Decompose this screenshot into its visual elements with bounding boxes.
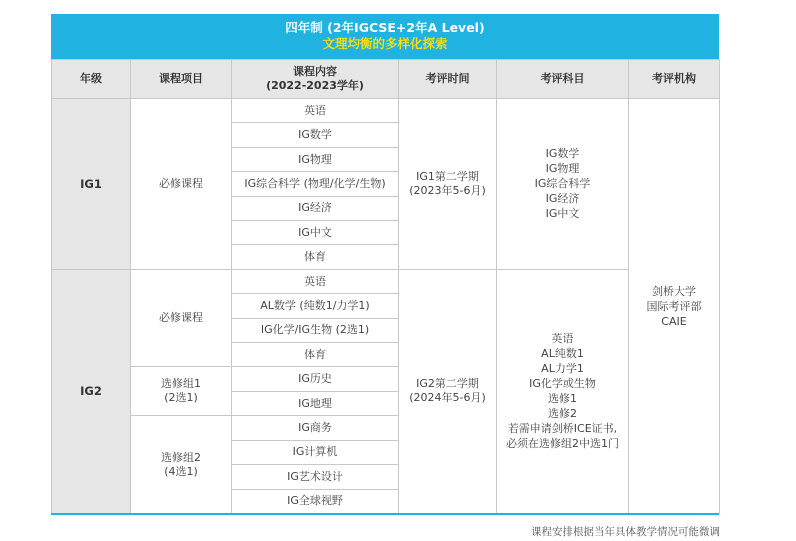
exam-subject: 选修1 <box>548 392 577 406</box>
elective-group-rule: (4选1) <box>164 464 198 478</box>
col-header-exam-time: 考评时间 <box>399 60 497 99</box>
exam-body-line: CAIE <box>661 314 687 328</box>
grade-cell-ig1: IG1 <box>52 99 131 270</box>
elective-group-label: 选修组2 <box>161 450 201 464</box>
exam-subject: IG中文 <box>545 207 580 221</box>
table-title: 四年制 (2年IGCSE+2年A Level) <box>285 20 485 35</box>
course-cell: AL数学 (纯数1/力学1) <box>232 294 399 318</box>
col-header-grade: 年级 <box>52 60 131 99</box>
exam-subject: AL纯数1 <box>541 347 584 361</box>
course-cell: IG经济 <box>232 196 399 220</box>
table-row <box>52 99 720 123</box>
course-cell: IG历史 <box>232 367 399 391</box>
table-row <box>52 269 720 293</box>
course-cell: 体育 <box>232 343 399 367</box>
course-cell: IG商务 <box>232 416 399 440</box>
exam-time-date: (2023年5-6月) <box>409 183 486 197</box>
exam-subject: IG物理 <box>545 162 580 176</box>
elective-group-rule: (2选1) <box>164 391 198 405</box>
exam-subject: IG数学 <box>545 147 580 161</box>
exam-time-term: IG2第二学期 <box>416 377 479 391</box>
exam-time-term: IG1第二学期 <box>416 169 479 183</box>
table-subtitle: 文理均衡的多样化探索 <box>322 36 448 51</box>
course-cell: 英语 <box>232 99 399 123</box>
course-cell: IG地理 <box>232 391 399 415</box>
exam-time-cell <box>399 269 497 513</box>
exam-body-line: 剑桥大学 <box>652 284 696 298</box>
col-header-exam-subjects: 考评科目 <box>497 60 629 99</box>
exam-subject: 英语 <box>551 332 574 346</box>
col-header-content <box>232 60 399 99</box>
exam-subject: AL力学1 <box>541 362 584 376</box>
course-cell: IG化学/IG生物 (2选1) <box>232 318 399 342</box>
program-cell: 必修课程 <box>131 269 232 367</box>
course-cell: IG计算机 <box>232 440 399 464</box>
col-header-program: 课程项目 <box>131 60 232 99</box>
exam-subjects-cell <box>497 269 629 513</box>
program-cell-elective-2 <box>131 416 232 514</box>
course-cell: IG艺术设计 <box>232 465 399 489</box>
exam-time-cell <box>399 99 497 270</box>
table-header-banner <box>51 14 719 59</box>
course-cell: IG中文 <box>232 221 399 245</box>
course-cell: 英语 <box>232 269 399 293</box>
course-cell: IG综合科学 (物理/化学/生物) <box>232 172 399 196</box>
exam-subject-note: 必须在选修组2中选1门 <box>506 437 619 451</box>
program-cell-elective-1 <box>131 367 232 416</box>
course-cell: IG数学 <box>232 123 399 147</box>
exam-subject: IG综合科学 <box>534 177 591 191</box>
program-cell: 必修课程 <box>131 99 232 270</box>
exam-time-date: (2024年5-6月) <box>409 391 486 405</box>
course-cell: IG全球视野 <box>232 489 399 514</box>
course-cell: 体育 <box>232 245 399 269</box>
col-header-content-line2: (2022-2023学年) <box>266 79 364 92</box>
course-cell: IG物理 <box>232 147 399 171</box>
exam-subject: IG化学或生物 <box>529 377 596 391</box>
exam-subject: IG经济 <box>545 192 580 206</box>
exam-body-cell <box>629 99 720 514</box>
elective-group-label: 选修组1 <box>161 377 201 391</box>
footer-note: 课程安排根据当年具体教学情况可能微调 <box>531 526 720 538</box>
curriculum-table <box>51 59 720 514</box>
exam-subject-note: 若需申请剑桥ICE证书, <box>507 422 618 436</box>
exam-subject: 选修2 <box>548 407 577 421</box>
exam-body-line: 国际考评部 <box>646 299 702 313</box>
table-bottom-rule <box>51 513 719 515</box>
grade-cell-ig2: IG2 <box>52 269 131 513</box>
col-header-content-line1: 课程内容 <box>293 65 337 78</box>
col-header-exam-body: 考评机构 <box>629 60 720 99</box>
table-header-row <box>52 60 720 99</box>
exam-subjects-cell <box>497 99 629 270</box>
